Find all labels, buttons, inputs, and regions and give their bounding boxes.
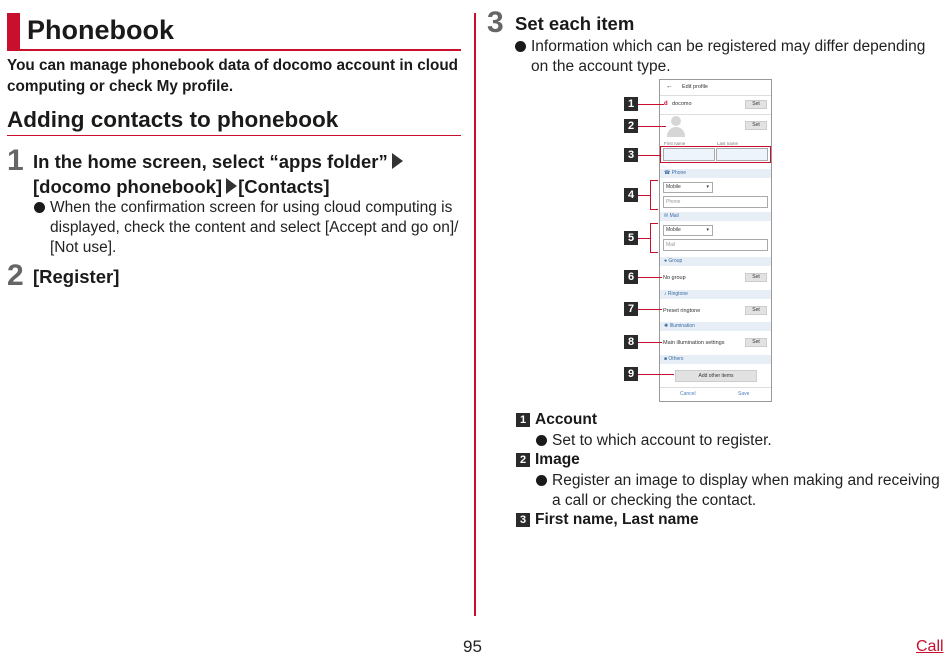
page-title: Phonebook	[27, 15, 174, 45]
phone-bracket	[650, 180, 658, 210]
screenshot-header	[660, 80, 771, 96]
step-1-line1: In the home screen, select “apps folder”	[33, 151, 388, 172]
title-accent-bar	[7, 13, 20, 50]
item-3-title: First name, Last name	[535, 511, 699, 528]
screenshot-title: Edit profile	[682, 84, 708, 90]
add-other-items-button: Add other items	[675, 370, 757, 382]
item-2-note	[536, 471, 941, 511]
section-title-bar	[7, 13, 461, 51]
item-2-label: 2	[516, 453, 530, 467]
ringtone-value: Preset ringtone	[663, 308, 701, 314]
phone-field: Phone	[663, 196, 768, 208]
step-1-note-text: When the confirmation screen for using cloud computing is displayed, check the content and select [Accept and go on]/ [Not use].	[50, 199, 459, 256]
column-divider	[474, 13, 476, 616]
callout-line-2	[638, 126, 666, 127]
step-1-line2a: [docomo phonebook]	[33, 176, 223, 197]
callout-1: 1	[624, 97, 638, 111]
callout-7: 7	[624, 302, 638, 316]
callout-3: 3	[624, 148, 638, 162]
step-1-note	[34, 198, 464, 260]
callout-line-7	[638, 309, 662, 310]
subsection-title: Adding contacts to phonebook	[7, 107, 339, 132]
others-section-header: ■ Others	[660, 355, 771, 364]
last-name-label: Last name	[717, 141, 739, 146]
item-2-title: Image	[535, 451, 580, 468]
set-button: Set	[745, 100, 767, 109]
person-icon: ●	[664, 258, 669, 264]
group-section-header: ● Group	[660, 257, 771, 266]
item-2-heading	[516, 451, 816, 471]
docomo-account-icon: d	[664, 101, 668, 107]
chevron-down-icon: ▾	[706, 184, 709, 190]
phone-type-select: Mobile ▾	[663, 182, 713, 193]
step-2-text: [Register]	[33, 266, 120, 287]
set-button: Set	[745, 121, 767, 130]
item-3-label: 3	[516, 513, 530, 527]
account-name: docomo	[672, 101, 692, 107]
arrow-right-icon	[392, 153, 403, 169]
item-1-heading	[516, 411, 816, 431]
avatar-placeholder-icon	[666, 116, 686, 138]
name-fields-highlight	[660, 146, 771, 163]
bullet-icon	[536, 435, 547, 446]
item-1-note	[536, 431, 941, 451]
item-2-note-text: Register an image to display when making and receiving a call or checking the contact.	[552, 472, 940, 509]
ringtone-section-header: ♪ Ringtone	[660, 290, 771, 299]
item-1-note-text: Set to which account to register.	[552, 432, 772, 449]
bullet-icon	[34, 202, 45, 213]
mail-bracket	[650, 223, 658, 253]
mail-type-select: Mobile ▾	[663, 225, 713, 236]
callout-4: 4	[624, 188, 638, 202]
title-underline	[7, 49, 461, 51]
save-label: Save	[738, 391, 750, 397]
illumination-section-header: ✺ Illumination	[660, 322, 771, 331]
divider	[660, 114, 771, 115]
step-1-number: 1	[7, 144, 24, 177]
mail-section-header: ✉ Mail	[660, 212, 771, 221]
edit-profile-screenshot	[659, 79, 772, 402]
phone-icon: ☎	[664, 170, 672, 176]
callout-line-4	[638, 195, 650, 196]
bullet-icon	[536, 475, 547, 486]
callout-line-9	[638, 374, 674, 375]
set-button: Set	[745, 273, 767, 282]
step-3-number: 3	[487, 6, 504, 39]
callout-8: 8	[624, 335, 638, 349]
page-number: 95	[463, 637, 482, 656]
intro-text: You can manage phonebook data of docomo account in cloud computing or check My profile.	[7, 57, 459, 95]
mail-field: Mail	[663, 239, 768, 251]
item-1-label: 1	[516, 413, 530, 427]
list-icon: ■	[664, 356, 669, 362]
step-2-number: 2	[7, 259, 24, 292]
callout-line-5	[638, 238, 650, 239]
phone-section-header: ☎ Phone	[660, 169, 771, 178]
step-3-note-text: Information which can be registered may differ depending on the account type.	[531, 38, 926, 75]
step-1-line2b: [Contacts]	[238, 176, 330, 197]
step-3-text: Set each item	[515, 13, 635, 34]
item-3-heading	[516, 511, 816, 531]
callout-9: 9	[624, 367, 638, 381]
item-1-title: Account	[535, 411, 597, 428]
bullet-icon	[515, 41, 526, 52]
set-button: Set	[745, 338, 767, 347]
callout-5: 5	[624, 231, 638, 245]
callout-line-6	[638, 277, 662, 278]
callout-2: 2	[624, 119, 638, 133]
chevron-down-icon: ▾	[706, 227, 709, 233]
cancel-label: Cancel	[680, 391, 696, 397]
arrow-right-icon	[226, 178, 237, 194]
divider	[660, 387, 771, 388]
subsection-underline	[7, 135, 461, 136]
illumination-value: Main illumination settings	[663, 340, 725, 346]
music-icon: ♪	[664, 291, 668, 297]
callout-6: 6	[624, 270, 638, 284]
first-name-label: First name	[664, 141, 686, 146]
callout-line-1	[638, 104, 664, 105]
step-1-text	[33, 149, 463, 199]
mail-icon: ✉	[664, 213, 670, 219]
step-3-note	[515, 37, 945, 79]
back-arrow-icon: ←	[666, 83, 673, 90]
callout-line-3	[638, 155, 660, 156]
light-icon: ✺	[664, 323, 670, 329]
set-button: Set	[745, 306, 767, 315]
callout-line-8	[638, 342, 662, 343]
group-value: No group	[663, 275, 686, 281]
chapter-link-call[interactable]: Call	[916, 638, 944, 655]
